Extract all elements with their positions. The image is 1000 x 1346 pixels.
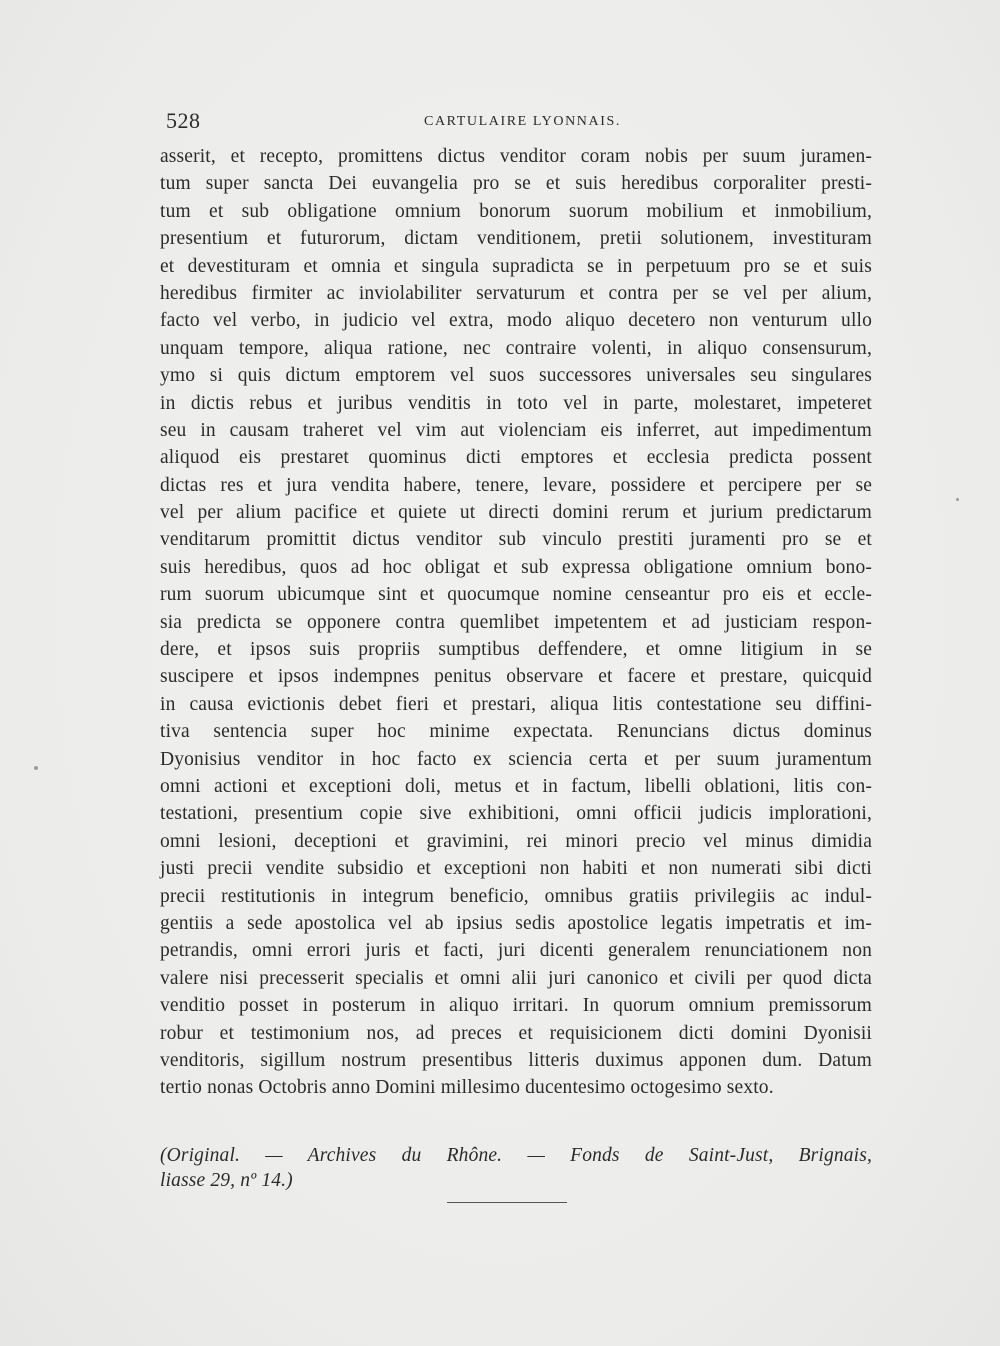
text-line: petrandis, omni errori juris et facti, juri dicenti generalem renunciationem non: [160, 940, 872, 962]
text-line: unquam tempore, aliqua ratione, nec contraire volenti, in aliquo consensurum,: [160, 337, 872, 359]
text-line: valere nisi precesserit specialis et omni alii juri canonico et civili per quod dicta: [160, 967, 872, 989]
text-line: venditarum promittit dictus venditor sub vinculo prestiti juramenti pro se et: [160, 529, 872, 551]
text-line: suis heredibus, quos ad hoc obligat et sub expressa obligatione omnium bono-: [160, 556, 872, 578]
running-title: CARTULAIRE LYONNAIS.: [424, 114, 621, 129]
text-line: heredibus firmiter ac inviolabiliter servaturum et contra per se vel per alium,: [160, 282, 872, 304]
source-citation-line: liasse 29, nº 14.): [160, 1170, 293, 1191]
text-line: facto vel verbo, in judicio vel extra, modo aliquo decetero non venturum ullo: [160, 310, 872, 332]
paper-speck: [956, 498, 959, 501]
text-line: tiva sentencia super hoc minime expectata. Renuncians dictus dominus: [160, 721, 872, 743]
text-line: sia predicta se opponere contra quemlibet impetentem et ad justiciam respon-: [160, 611, 872, 633]
text-line: omni lesioni, deceptioni et gravimini, rei minori precio vel minus dimidia: [160, 830, 872, 852]
text-line: in dictis rebus et juribus venditis in toto vel in parte, molestaret, impeteret: [160, 392, 872, 414]
text-line: suscipere et ipsos indempnes penitus observare et facere et prestare, quicquid: [160, 666, 872, 688]
text-line: aliquod eis prestaret quominus dicti emptores et ecclesia predicta possent: [160, 447, 872, 469]
text-line: presentium et futurorum, dictam venditionem, pretii solutionem, investituram: [160, 228, 872, 250]
text-line: venditoris, sigillum nostrum presentibus litteris duximus apponen dum. Datum: [160, 1049, 872, 1071]
end-rule: [447, 1202, 567, 1203]
text-line: asserit, et recepto, promittens dictus venditor coram nobis per suum juramen-: [160, 146, 872, 167]
text-line: dere, et ipsos suis propriis sumptibus deffendere, et omne litigium in se: [160, 639, 872, 661]
text-line: venditio posset in posterum in aliquo irritari. In quorum omnium premissorum: [160, 995, 872, 1017]
page-number: 528: [166, 108, 201, 133]
text-line: Dyonisius venditor in hoc facto ex sciencia certa et per suum juramentum: [160, 748, 872, 770]
text-line: seu in causam traheret vel vim aut violenciam eis inferret, aut impedimentum: [160, 419, 872, 441]
text-line: tum et sub obligatione omnium bonorum suorum mobilium et inmobilium,: [160, 200, 872, 222]
page-header: [166, 108, 866, 138]
source-citation: [160, 1143, 872, 1193]
text-line: et devestituram et omnia et singula supradicta se in perpetuum pro se et suis: [160, 255, 872, 277]
text-line-final: tertio nonas Octobris anno Domini millesimo ducentesimo octogesimo sexto.: [160, 1077, 774, 1099]
text-line: precii restitutionis in integrum beneficio, omnibus gratiis privilegiis ac indul-: [160, 885, 872, 907]
text-line: ymo si quis dictum emptorem vel suos successores universales seu singulares: [160, 365, 872, 387]
source-citation-line: (Original. — Archives du Rhône. — Fonds de Saint-Just, Brignais,: [160, 1145, 872, 1166]
text-line: vel per alium pacifice et quiete ut directi domini rerum et jurium predictarum: [160, 502, 872, 524]
text-line: testationi, presentium copie sive exhibitioni, omni officii judicis implorationi,: [160, 803, 872, 825]
text-line: omni actioni et exceptioni doli, metus et in factum, libelli oblationi, litis con-: [160, 775, 872, 797]
charter-text: [160, 143, 872, 1102]
text-line: gentiis a sede apostolica vel ab ipsius sedis apostolice legatis impetratis et im-: [160, 912, 872, 934]
paper-speck: [34, 766, 38, 770]
text-line: in causa evictionis debet fieri et prestari, aliqua litis contestatione seu diffini-: [160, 693, 872, 715]
text-line: robur et testimonium nos, ad preces et requisicionem dicti domini Dyonisii: [160, 1022, 872, 1044]
text-line: dictas res et jura vendita habere, tenere, levare, possidere et percipere per se: [160, 474, 872, 496]
text-line: tum super sancta Dei euvangelia pro se et suis heredibus corporaliter presti-: [160, 173, 872, 195]
text-line: justi precii vendite subsidio et exceptioni non habiti et non numerati sibi dicti: [160, 858, 872, 880]
text-line: rum suorum ubicumque sint et quocumque nomine censeantur pro eis et eccle-: [160, 584, 872, 606]
